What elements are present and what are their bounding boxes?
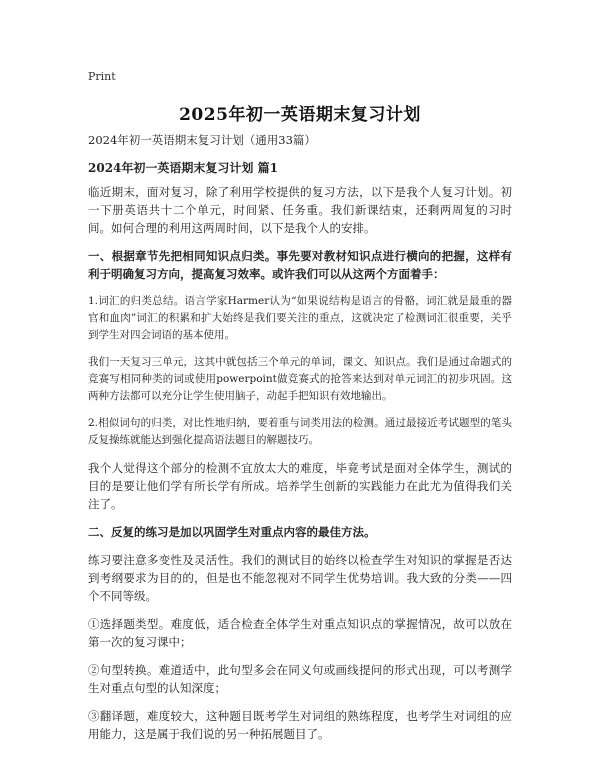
paragraph: 我们一天复习三单元，这其中就包括三个单元的单词，课文、知识点。我们是通过命题式的竞赛写相同种类的词或使用powerpoint做竞赛式的抢答来达到对单元词汇的初步巩固。这两种方法都可以充分让学生使用脑子，动起手把知识有效地输出。 — [88, 356, 512, 402]
paragraph: 1.词汇的归类总结。语言学家Harmer认为“如果说结构是语言的骨骼，词汇就是最重的器官和血肉”词汇的积累和扩大始终是我们要关注的重点，这就决定了检测词汇很重要，关乎到学生对四会词语的基本使用。 — [88, 295, 512, 341]
paragraph: 我个人觉得这个部分的检测不宜放太大的难度，毕竟考试是面对全体学生，测试的目的是要让他们学有所长学有所成。培养学生创新的实践能力在此尤为值得我们关注了。 — [88, 461, 512, 511]
paragraph: ③翻译题，难度较大，这种题目既考学生对词组的熟练程度，也考学生对词组的应用能力，这是属于我们说的另一种拓展题目了。 — [88, 709, 512, 741]
paragraph: 2.相似词句的归类，对比性地归纳，要着重与词类用法的检测。通过最接近考试题型的笔头反复操练就能达到强化提高语法题目的解题技巧。 — [88, 417, 512, 446]
paragraph-heading: 二、反复的练习是加以巩固学生对重点内容的最佳方法。 — [88, 525, 376, 539]
paragraph: ②句型转换。难道适中，此句型多会在同义句或画线提问的形式出现，可以考测学生对重点句型的认知深度； — [88, 663, 512, 695]
paragraph-heading: 一、根据章节先把相同知识点归类。事先要对教材知识点进行横向的把握，这样有利于明确复习方向，提高复习效率。或许我们可以从这两个方面着手： — [88, 249, 512, 281]
print-link[interactable]: Print — [88, 70, 116, 83]
paragraph: ①选择题类型。难度低，适合检查全体学生对重点知识点的掌握情况，故可以放在第一次的复习课中； — [88, 617, 512, 649]
page-title: 2025年初一英语期末复习计划 — [179, 105, 421, 125]
paragraph: 练习要注意多变性及灵活性。我们的测试目的始终以检查学生对知识的掌握是否达到考纲要求为目的的，但是也不能忽视对不同学生优势培训。我大致的分类——四个不同等级。 — [88, 553, 512, 603]
document-body — [88, 131, 512, 753]
document-subtitle: 2024年初一英语期末复习计划（通用33篇） — [88, 133, 316, 147]
section-title: 2024年初一英语期末复习计划 篇1 — [88, 161, 278, 175]
paragraph: 临近期末，面对复习，除了利用学校提供的复习方法，以下是我个人复习计划。初一下册英语共十二个单元，时间紧、任务重。我们新课结束，还剩两周复的习时间。如何合理的利用这两周时间，以下是我个人的安排。 — [88, 185, 512, 235]
